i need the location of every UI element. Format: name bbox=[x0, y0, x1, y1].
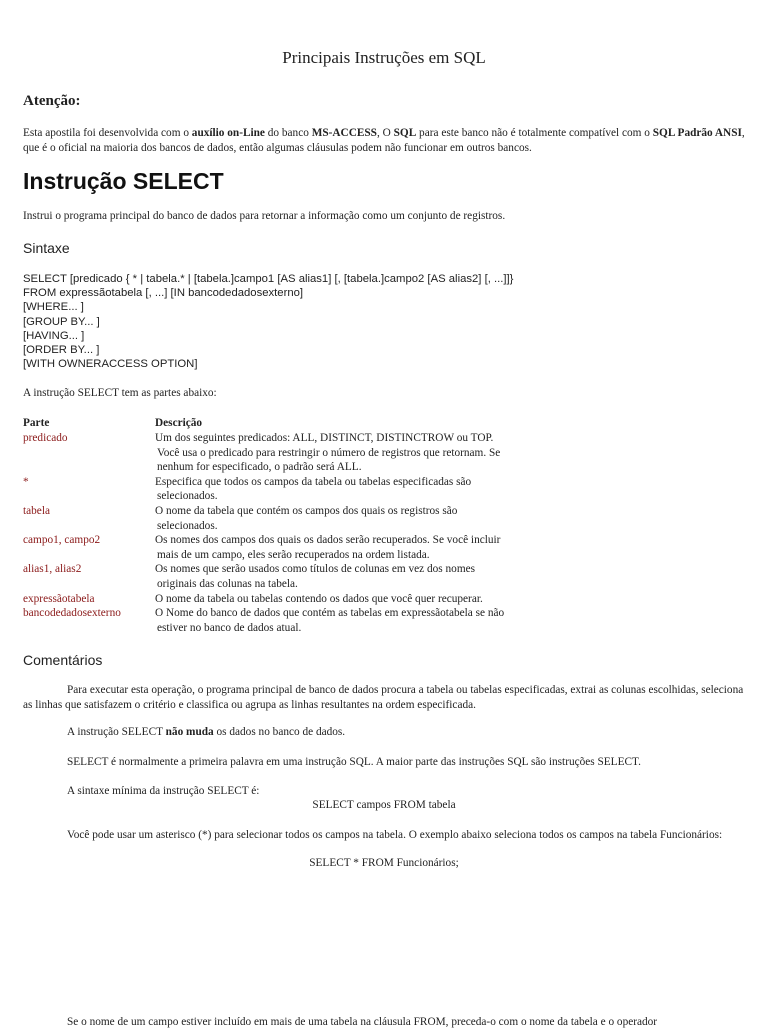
part-name-spacer bbox=[23, 577, 155, 592]
attention-bold-2: MS-ACCESS bbox=[311, 127, 377, 139]
attention-text-5: , que é o oficial na maioria dos bancos de dados, então algumas cláusulas podem não funcionar em outros bancos. bbox=[23, 127, 745, 154]
part-description-line: selecionados. bbox=[157, 519, 218, 532]
syntax-line: FROM expressãotabela [, ...] [IN bancodedadosexterno] bbox=[23, 287, 304, 300]
comment-paragraph-6: Se o nome de um campo estiver incluído em mais de uma tabela na cláusula FROM, preceda-o com o nome da tabela e o operador bbox=[67, 1016, 658, 1028]
syntax-line: [ORDER BY... ] bbox=[23, 344, 100, 357]
comment-paragraph-1: Para executar esta operação, o programa principal de banco de dados procura a tabela ou tabelas especificadas, extrai as colunas escolhidas, seleciona as linhas que satisfazem o critério e classifica ou agrupa as linhas resultantes na ordem especificada. bbox=[23, 684, 744, 711]
part-name: campo1, campo2 bbox=[23, 534, 101, 547]
comment-paragraph-5: Você pode usar um asterisco (*) para selecionar todos os campos na tabela. O exemplo abaixo seleciona todos os campos na tabela Funcionários: bbox=[67, 829, 723, 841]
parts-table bbox=[23, 416, 763, 635]
attention-bold-3: SQL bbox=[393, 127, 417, 139]
table-row bbox=[23, 533, 763, 548]
part-name: predicado bbox=[23, 432, 68, 444]
parts-table-body bbox=[23, 431, 763, 635]
header-description: Descrição bbox=[155, 417, 203, 429]
part-name: tabela bbox=[23, 504, 50, 517]
part-name: alias1, alias2 bbox=[23, 563, 82, 576]
syntax-heading: Sintaxe bbox=[23, 240, 70, 256]
table-row bbox=[23, 446, 763, 461]
comment-paragraph-3: SELECT é normalmente a primeira palavra em uma instrução SQL. A maior parte das instruções SQL são instruções SELECT. bbox=[67, 756, 641, 768]
table-row bbox=[23, 475, 763, 490]
comment-2-bold: não muda bbox=[165, 726, 214, 738]
code-example-asterisk: SELECT * FROM Funcionários; bbox=[309, 857, 459, 869]
comment-2-text-end: os dados no banco de dados. bbox=[213, 726, 346, 738]
comment-2-text: A instrução SELECT bbox=[67, 726, 166, 738]
select-intro: Instrui o programa principal do banco de dados para retornar a informação como um conjunto de registros. bbox=[23, 210, 506, 222]
table-row bbox=[23, 592, 763, 607]
header-part: Parte bbox=[23, 417, 50, 429]
comments-heading: Comentários bbox=[23, 652, 103, 668]
part-name-spacer bbox=[23, 489, 155, 504]
part-name-spacer bbox=[23, 460, 155, 475]
attention-text-4: para este banco não é totalmente compatível com o bbox=[416, 127, 653, 139]
part-description-line: nenhum for especificado, o padrão será ALL. bbox=[157, 461, 362, 474]
table-row bbox=[23, 489, 763, 504]
attention-bold-4: SQL Padrão ANSI bbox=[652, 127, 742, 139]
part-description-line: Especifica que todos os campos da tabela ou tabelas especificadas são bbox=[155, 475, 472, 488]
attention-heading: Atenção: bbox=[23, 93, 81, 109]
part-description-line: Você usa o predicado para restringir o número de registros que retornam. Se bbox=[157, 446, 501, 459]
syntax-line: SELECT [predicado { * | tabela.* | [tabela.]campo1 [AS alias1] [, [tabela.]campo2 [AS alias2] [, ...]]} bbox=[23, 273, 514, 285]
syntax-line: [HAVING... ] bbox=[23, 329, 85, 342]
table-row bbox=[23, 519, 763, 534]
attention-paragraph bbox=[23, 126, 748, 156]
part-name-spacer bbox=[23, 519, 155, 534]
parts-table-header bbox=[23, 416, 763, 431]
part-name: * bbox=[23, 475, 29, 488]
attention-text-3: , O bbox=[376, 127, 394, 139]
syntax-line: [WHERE... ] bbox=[23, 301, 84, 314]
table-row bbox=[23, 504, 763, 519]
syntax-block bbox=[23, 272, 513, 371]
part-name: expressãotabela bbox=[23, 592, 95, 605]
part-description-line: mais de um campo, eles serão recuperados na ordem listada. bbox=[157, 548, 430, 561]
part-name-spacer bbox=[23, 446, 155, 461]
table-row bbox=[23, 562, 763, 577]
parts-intro: A instrução SELECT tem as partes abaixo: bbox=[23, 387, 217, 399]
part-name-spacer bbox=[23, 548, 155, 563]
table-row bbox=[23, 548, 763, 563]
table-row bbox=[23, 621, 763, 636]
part-name-spacer bbox=[23, 621, 155, 636]
part-description-line: originais das colunas na tabela. bbox=[157, 577, 298, 590]
syntax-line: [WITH OWNERACCESS OPTION] bbox=[23, 358, 198, 371]
table-row bbox=[23, 577, 763, 592]
attention-text-1: Esta apostila foi desenvolvida com o bbox=[23, 127, 192, 139]
attention-bold-1: auxílio on-Line bbox=[191, 127, 265, 139]
part-description-line: estiver no banco de dados atual. bbox=[157, 621, 302, 634]
code-example-minimal: SELECT campos FROM tabela bbox=[312, 799, 456, 811]
syntax-line: [GROUP BY... ] bbox=[23, 315, 100, 328]
part-description-line: O nome da tabela que contém os campos dos quais os registros são bbox=[155, 504, 458, 517]
part-description-line: Os nomes que serão usados como títulos de colunas em vez dos nomes bbox=[155, 563, 476, 576]
part-description-line: O Nome do banco de dados que contém as tabelas em expressãotabela se não bbox=[155, 607, 505, 620]
comment-paragraph-4: A sintaxe mínima da instrução SELECT é: bbox=[67, 785, 260, 797]
part-description-line: Um dos seguintes predicados: ALL, DISTINCT, DISTINCTROW ou TOP. bbox=[155, 432, 494, 444]
table-row bbox=[23, 460, 763, 475]
part-description-line: Os nomes dos campos dos quais os dados serão recuperados. Se você incluir bbox=[155, 534, 501, 547]
document-title: Principais Instruções em SQL bbox=[282, 48, 486, 67]
attention-text-2: do banco bbox=[264, 127, 312, 139]
part-description-line: selecionados. bbox=[157, 490, 218, 503]
part-name: bancodedadosexterno bbox=[23, 607, 121, 620]
table-row bbox=[23, 606, 763, 621]
table-row bbox=[23, 431, 763, 446]
comment-paragraph-2 bbox=[67, 726, 345, 738]
part-description-line: O nome da tabela ou tabelas contendo os dados que você quer recuperar. bbox=[155, 592, 483, 605]
select-heading: Instrução SELECT bbox=[23, 168, 224, 194]
